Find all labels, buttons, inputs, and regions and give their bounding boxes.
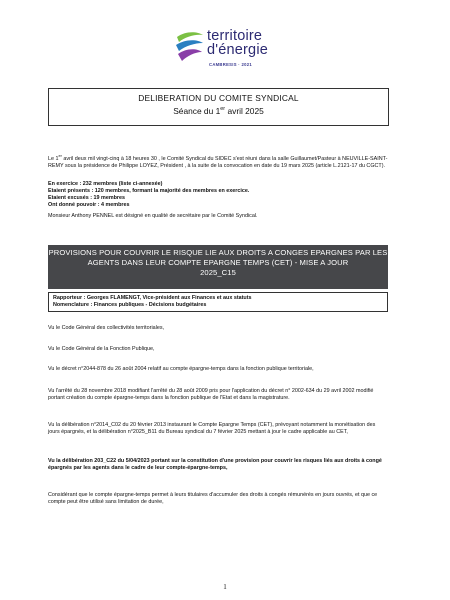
considerant-1: Considérant que le compte épargne-temps permet à leurs titulaires d'accumuler des droits à congés rémunérés en jours ouvrés, et que ce compte peut être utilisé sans limitation de durée, bbox=[48, 492, 378, 506]
title-box bbox=[48, 88, 389, 126]
attendance-presents: Etaient présents : 120 membres, formant la majorité des membres en exercice. bbox=[48, 188, 250, 195]
rapporteur-box bbox=[48, 292, 388, 312]
banner-line-3: 2025_C15 bbox=[200, 268, 236, 277]
secretary-line: Monsieur Anthony PENNEL est désigné en qualité de secrétaire par le Comité Syndical. bbox=[48, 213, 258, 219]
intro-paragraph: Le 1er avril deux mil vingt-cinq à 18 heures 30 , le Comité Syndical du SIDEC s'est réuni dans la salle Guillaumet/Pasteur à NEUVILLE-SAINT-REMY sous la présidence de Philippe LOYEZ, Président , à la suite de la convocation en date du 19 mars 2025 (article L.2121-17 du CGCT). bbox=[48, 154, 388, 169]
session-date: Séance du 1er avril 2025 bbox=[173, 106, 264, 116]
banner-line-1: PROVISIONS POUR COUVRIR LE RISQUE LIE AUX DROITS A CONGES EPARGNES PAR LES bbox=[48, 248, 388, 257]
attendance-exercice: En exercice : 232 membres (liste ci-annexée) bbox=[48, 181, 163, 187]
nomenclature-line: Nomenclature : Finances publiques - Décisions budgétaires bbox=[53, 302, 207, 308]
logo-swirl-icon bbox=[173, 29, 205, 65]
attendance-pouvoir: Ont donné pouvoir : 4 membres bbox=[48, 202, 130, 209]
visa-1: Vu le Code Général des collectivités territoriales, bbox=[48, 325, 165, 331]
visa-4: Vu l'arrêté du 28 novembre 2018 modifiant l'arrêté du 28 août 2009 pris pour l'application du décret n° 2002-634 du 29 avril 2002 modifié portant création du compte épargne-temps dans la fonction publique de l'Etat et dans la magistrature. bbox=[48, 388, 374, 402]
logo-line-1: territoire bbox=[207, 28, 263, 44]
visa-3: Vu le décret n°2044-878 du 26 août 2004 relatif au compte épargne-temps dans la fonction publique territoriale, bbox=[48, 366, 314, 372]
attendance-excuses: Etaient excusés : 19 membres bbox=[48, 195, 126, 202]
page-number: 1 bbox=[223, 583, 227, 591]
attendance-block bbox=[48, 181, 388, 209]
logo-line-2: d'énergie bbox=[207, 42, 269, 58]
visa-2: Vu le Code Général de la Fonction Publique, bbox=[48, 346, 155, 352]
visa-5: Vu la délibération n°2014_C02 du 20 février 2013 instaurant le Compte Epargne Temps (CET), prévoyant notamment la monétisation des jours épargnés, et la délibération n°2025_B11 du Bureau syndical du 7 février 2025 mettant à jour le cadre applicable au CET, bbox=[48, 422, 376, 436]
logo-line-3: CAMBRESIS · 2021 bbox=[209, 62, 252, 67]
logo bbox=[173, 27, 303, 77]
visa-6: Vu la délibération 203_C22 du 5/04/2023 portant sur la constitution d'une provision pour couvrir les risques liés aux droits à congé épargnés par les agents dans le cadre de leur compte-épargne-temps, bbox=[48, 458, 382, 472]
rapporteur-line: Rapporteur : Georges FLAMENGT, Vice-président aux Finances et aux statuts bbox=[53, 295, 252, 301]
subject-banner bbox=[48, 245, 388, 289]
banner-line-2: AGENTS DANS LEUR COMPTE EPARGNE TEMPS (CET) - MISE A JOUR bbox=[87, 258, 349, 267]
document-title: DELIBERATION DU COMITE SYNDICAL bbox=[138, 93, 299, 103]
